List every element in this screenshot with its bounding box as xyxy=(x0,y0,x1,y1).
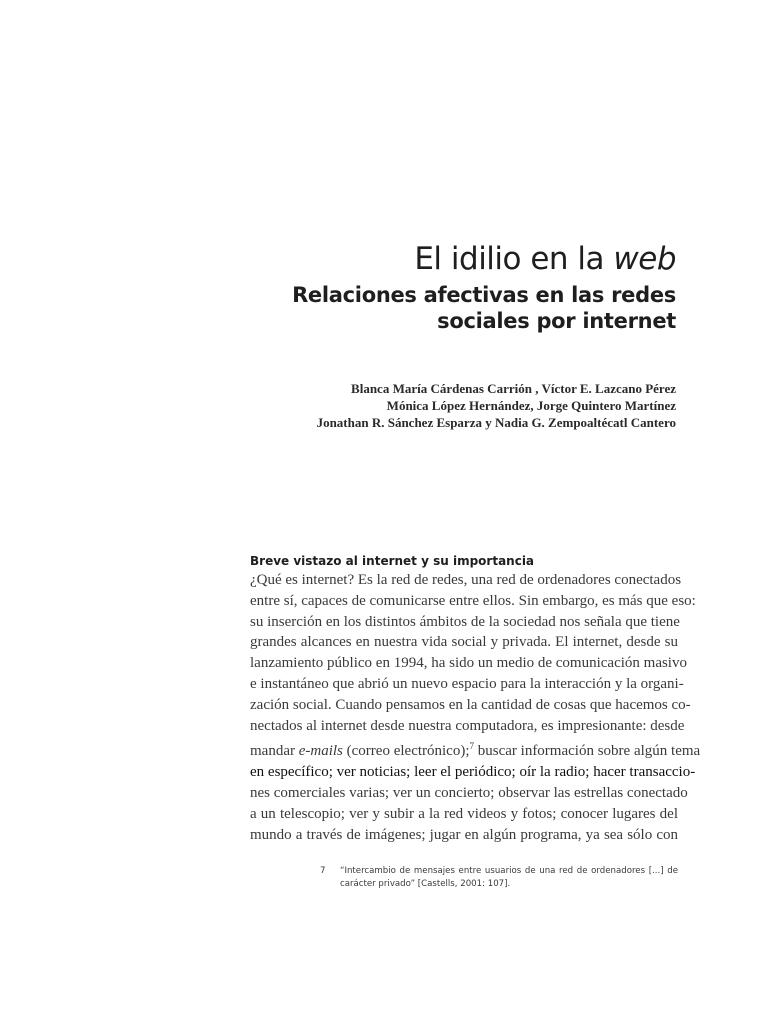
body-line: nectados al internet desde nuestra computadora, es impresionante: desde xyxy=(250,717,685,734)
author-line-1: Blanca María Cárdenas Carrión , Víctor E. Lazcano Pérez xyxy=(351,381,676,396)
body-line: zación social. Cuando pensamos en la cantidad de cosas que hacemos co- xyxy=(250,696,691,713)
chapter-title xyxy=(292,240,676,278)
footnote-line: “Intercambio de mensajes entre usuarios de una red de ordenadores [...] de xyxy=(340,866,678,876)
subtitle-line-2: sociales por internet xyxy=(437,309,676,333)
body-line: a un telescopio; ver y subir a la red videos y fotos; conocer lugares del xyxy=(250,805,678,822)
subtitle-line-1: Relaciones afectivas en las redes xyxy=(292,283,676,307)
footnote-number: 7 xyxy=(320,866,326,876)
body-paragraph xyxy=(250,570,701,845)
body-line: e instantáneo que abrió un nuevo espacio para la interacción y la organi- xyxy=(250,675,684,692)
body-line: nes comerciales varias; ver un concierto; observar las estrellas conectado xyxy=(250,784,688,801)
chapter-subtitle xyxy=(292,282,676,334)
body-line: entre sí, capaces de comunicarse entre ellos. Sin embargo, es más que eso: xyxy=(250,592,696,609)
body-line: ¿Qué es internet? Es la red de redes, una red de ordenadores conectados xyxy=(250,572,682,588)
author-line-2: Mónica López Hernández, Jorge Quintero Martínez xyxy=(386,398,676,413)
chapter-title-italic: web xyxy=(613,241,676,277)
body-line: su inserción en los distintos ámbitos de la sociedad nos señala que tiene xyxy=(250,613,680,630)
author-list xyxy=(317,380,676,431)
body-line-footnote-ref xyxy=(250,736,701,762)
body-line: mundo a través de imágenes; jugar en algún programa, ya sea sólo con xyxy=(250,826,678,843)
footnote xyxy=(320,865,678,891)
author-line-3: Jonathan R. Sánchez Esparza y Nadia G. Zempoaltécatl Cantero xyxy=(316,415,676,430)
footnote-reference: 7 xyxy=(469,741,474,752)
chapter-title-text: El idilio en la xyxy=(414,241,614,277)
body-italic-term: e-mails xyxy=(298,743,343,760)
body-line: grandes alcances en nuestra vida social y privada. El internet, desde su xyxy=(250,634,678,651)
body-text-fragment: mandar xyxy=(250,743,299,760)
footnote-line: carácter privado” [Castells, 2001: 107]. xyxy=(340,879,511,889)
section-heading: Breve vistazo al internet y su importancia xyxy=(250,554,535,568)
body-line: en específico; ver noticias; leer el periódico; oír la radio; hacer transaccio- xyxy=(250,764,696,781)
title-block xyxy=(292,240,676,334)
body-text-fragment: buscar información sobre algún tema xyxy=(474,743,701,760)
body-text-fragment: (correo electrónico); xyxy=(342,743,470,760)
body-line: lanzamiento público en 1994, ha sido un medio de comunicación masivo xyxy=(250,655,687,672)
footnote-text xyxy=(340,865,678,891)
